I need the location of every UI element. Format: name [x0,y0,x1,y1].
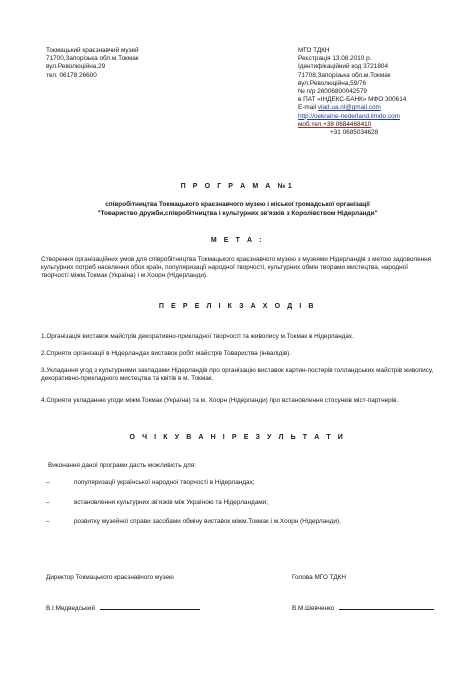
measure-item: 4.Сприяти укладанню угоди міжм.Токмак (Україна) та м. Хоорн (Нідерланди) про встановлення стосунків міст-партнерів. [41,397,399,404]
sender-address-block [46,47,139,80]
results-heading: О Ч І К У В А Н І Р Е З У Л Ь Т А Т И [129,434,346,441]
dash-marker: – [46,479,50,486]
second-phone: +31 0685034628 [330,129,379,137]
goal-heading: М Е Т А : [210,237,265,244]
result-item: розвитку музейної справи засобами обміну виставок міжм.Токмак і м.Хоорн (Нідерланди). [74,518,341,525]
mobile-phone: моб.тел.+38 0684468410 [298,120,372,128]
left-signature [46,602,200,613]
program-title: П Р О Г Р А М А №1 [180,183,295,190]
recipient-line: в ПАТ «ІНДЕКС-БАНК» МФО 300614 [298,96,407,104]
email-label: E-mail [298,104,318,112]
website-link[interactable]: http://oekraine-nederland.ilmdo.com [298,112,400,120]
recipient-line: Ідентифікаційний код 3721804 [298,63,389,71]
right-signature-title: Голова МГО ТДКН [292,574,346,581]
sender-line: 71700,Запорізька обл.м.Токмак [46,55,139,63]
right-signature [292,602,434,613]
program-subtitle-2: "Товариство дружби,співробітництва і культурних зв'язків з Королівством Нідерланди" [97,210,378,217]
recipient-line: № п/р 26006800042579 [298,88,367,96]
recipient-line: вул.Революційна,59/76 [298,79,367,87]
recipient-line: Реєстрація 13.08.2010 р. [298,55,372,63]
recipient-line: МГО ТДКН [298,47,330,54]
left-signature-line [100,602,200,610]
left-signatory-name: В.І.Медведський [46,605,96,612]
left-signature-title: Директор Токмацького краєзнавчого музею [46,574,174,581]
dash-marker: – [46,499,50,506]
right-signature-line [339,602,434,610]
measure-item: 3.Укладання угод з культурними закладами Нідерландів про організацію виставок картин-постерів голландських майстрів живопису, декоративно-прикладного мистецтва та квітів в м. Токмак. [41,367,434,383]
result-item: популяризації української народної творчості в Нідерландах; [74,479,255,486]
recipient-details-block [298,47,406,137]
sender-line: тел. 06178 26600 [46,71,97,79]
result-item: встановлення культурних зв'язків між Україною та Нідерландами; [74,499,269,506]
recipient-line: 71708,Запорізька обл.м.Токмак [298,71,391,79]
measure-item: 1.Організація виставок майстрів декоративно-прикладної творчості та живопису м.Токмак в Нідерландах. [41,333,354,340]
sender-line: вул.Революційна,29 [46,63,106,71]
right-signatory-name: В.М.Шевченко [292,605,335,612]
email-link[interactable]: vlad.ua.nl@gmail.com [317,104,381,112]
email-line [298,104,406,112]
results-intro: Виконання даної програми дасть можливість для: [48,462,196,469]
program-subtitle-1: співробітництва Токмацького краєзнавчого музею і міської громадської організації [105,201,370,208]
measures-heading: П Е Р Е Л І К З А Х О Д І В [158,303,317,310]
goal-text: Створення організаційних умов для співробітництва Токмацького краєзнавчого музею з музеями Нідерландів з метою задоволення культурних потреб населення обох країн, популяризації народної творчості, культурних обмін творами мистецтва, народної творчості міжм.Токмак (Україна) і м.Хоорн (Нідерланди). [41,256,432,280]
measure-item: 2.Сприяти організації в Нідерландах виставок робіт майстрів Товариства (інвалідів). [41,350,292,357]
dash-marker: – [46,518,50,525]
sender-line: Токмацький краєзнавчий музей [46,47,139,54]
